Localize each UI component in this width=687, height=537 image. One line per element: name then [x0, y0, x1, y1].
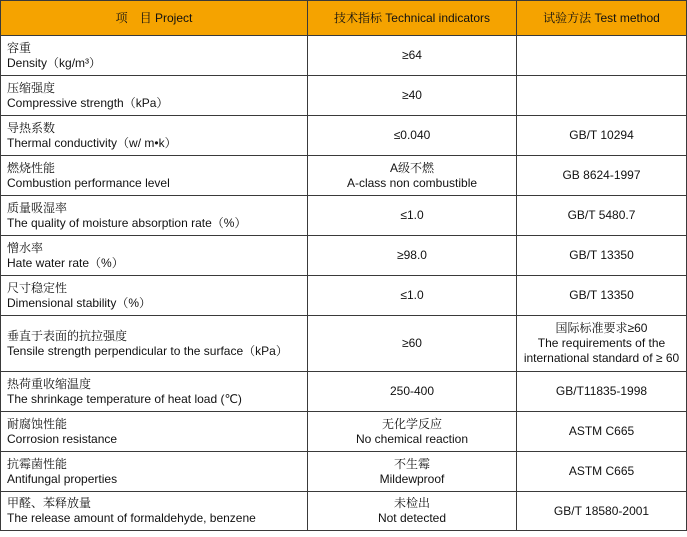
property-name-cn: 容重	[7, 40, 32, 55]
property-name-cn: 压缩强度	[7, 80, 56, 95]
property-cell	[1, 316, 308, 372]
indicator-value: 250-400	[389, 384, 435, 398]
test-method-value: GB/T 13350	[569, 288, 634, 302]
property-name-en: Combustion performance level	[7, 175, 170, 190]
property-name-cn: 垂直于表面的抗拉强度	[7, 328, 128, 343]
indicator-value: A-class non combustible	[346, 175, 478, 190]
indicator-value: Not detected	[377, 511, 447, 525]
indicator-cell	[308, 76, 517, 116]
test-method-value: The requirements of the	[537, 336, 666, 350]
test-method-value: GB/T 13350	[569, 248, 634, 262]
header-indicators: 技术指标 Technical indicators	[308, 1, 517, 36]
header-project: 项 目 Project	[1, 1, 308, 36]
property-name-en: Antifungal properties	[7, 471, 118, 486]
property-name-en: Corrosion resistance	[7, 431, 118, 446]
table-row	[1, 236, 687, 276]
property-name-en: Density（kg/m³）	[7, 55, 102, 70]
indicator-value: 无化学反应	[381, 416, 442, 431]
property-name-en: Compressive strength（kPa）	[7, 95, 169, 110]
indicator-value: ≤0.040	[393, 128, 431, 142]
table-row	[1, 76, 687, 116]
indicator-value: A级不燃	[389, 160, 434, 175]
property-name-en: Dimensional stability（%）	[7, 295, 152, 310]
property-name-cn: 热荷重收缩温度	[7, 376, 92, 391]
test-method-cell	[517, 36, 687, 76]
indicator-cell	[308, 316, 517, 372]
property-name-en: The quality of moisture absorption rate（%）	[7, 215, 247, 230]
test-method-cell	[517, 196, 687, 236]
property-cell	[1, 236, 308, 276]
indicator-cell	[308, 156, 517, 196]
property-cell	[1, 276, 308, 316]
test-method-value: 国际标准要求≥60	[555, 321, 648, 335]
test-method-cell	[517, 76, 687, 116]
indicator-value: ≥98.0	[397, 248, 427, 262]
test-method-cell	[517, 316, 687, 372]
property-cell	[1, 116, 308, 156]
property-name-cn: 抗霉菌性能	[7, 456, 68, 471]
indicator-cell	[308, 412, 517, 452]
property-cell	[1, 156, 308, 196]
table-row	[1, 116, 687, 156]
indicator-value: 不生霉	[393, 456, 430, 471]
test-method-cell	[517, 156, 687, 196]
property-name-en: Thermal conductivity（w/ m•k）	[7, 135, 177, 150]
property-name-cn: 甲醛、苯释放量	[7, 496, 92, 510]
test-method-cell	[517, 372, 687, 412]
property-name-cn: 尺寸稳定性	[7, 280, 68, 295]
property-name-cn: 导热系数	[7, 120, 56, 135]
property-cell	[1, 196, 308, 236]
spec-body	[1, 36, 687, 531]
indicator-value: No chemical reaction	[355, 431, 469, 446]
test-method-value: ASTM C665	[568, 424, 635, 438]
table-row	[1, 196, 687, 236]
indicator-value: ≤1.0	[400, 208, 424, 222]
indicator-value: Mildewproof	[379, 471, 445, 486]
test-method-value: GB/T 5480.7	[567, 208, 636, 222]
table-row	[1, 36, 687, 76]
indicator-value: ≥40	[402, 88, 422, 102]
property-cell	[1, 452, 308, 492]
property-name-en: The release amount of formaldehyde, benzene	[7, 511, 256, 525]
table-row	[1, 412, 687, 452]
indicator-cell	[308, 196, 517, 236]
test-method-value: ASTM C665	[568, 464, 635, 478]
test-method-value: GB/T 10294	[569, 128, 634, 142]
test-method-value: international standard of ≥ 60	[523, 351, 680, 365]
property-cell	[1, 36, 308, 76]
table-row	[1, 452, 687, 492]
indicator-value: ≥60	[402, 336, 422, 350]
property-name-en: The shrinkage temperature of heat load (℃)	[7, 391, 242, 406]
indicator-value: 未检出	[393, 496, 430, 510]
property-name-cn: 质量吸湿率	[7, 200, 68, 215]
test-method-cell	[517, 116, 687, 156]
property-name-cn: 耐腐蚀性能	[7, 416, 68, 431]
indicator-cell	[308, 236, 517, 276]
test-method-value: GB/T 18580-2001	[553, 503, 650, 518]
indicator-value: ≥64	[402, 48, 422, 62]
test-method-cell	[517, 492, 687, 531]
header-row	[1, 1, 687, 36]
table-row	[1, 372, 687, 412]
test-method-value: GB 8624-1997	[562, 168, 641, 182]
property-name-en: Tensile strength perpendicular to the surface（kPa）	[7, 343, 288, 358]
indicator-cell	[308, 372, 517, 412]
indicator-cell	[308, 36, 517, 76]
test-method-cell	[517, 276, 687, 316]
table-row	[1, 156, 687, 196]
property-cell	[1, 412, 308, 452]
indicator-cell	[308, 452, 517, 492]
table-row	[1, 492, 687, 531]
test-method-value: GB/T11835-1998	[555, 384, 648, 398]
indicator-value: ≤1.0	[400, 288, 424, 302]
property-cell	[1, 372, 308, 412]
property-cell	[1, 76, 308, 116]
property-cell	[1, 492, 308, 531]
table-row	[1, 316, 687, 372]
header-method: 试验方法 Test method	[517, 1, 687, 36]
property-name-cn: 燃烧性能	[7, 160, 56, 175]
indicator-cell	[308, 116, 517, 156]
table-row	[1, 276, 687, 316]
test-method-cell	[517, 452, 687, 492]
property-name-en: Hate water rate（%）	[7, 255, 124, 270]
indicator-cell	[308, 492, 517, 531]
indicator-cell	[308, 276, 517, 316]
test-method-cell	[517, 412, 687, 452]
test-method-cell	[517, 236, 687, 276]
property-name-cn: 憎水率	[7, 240, 44, 255]
